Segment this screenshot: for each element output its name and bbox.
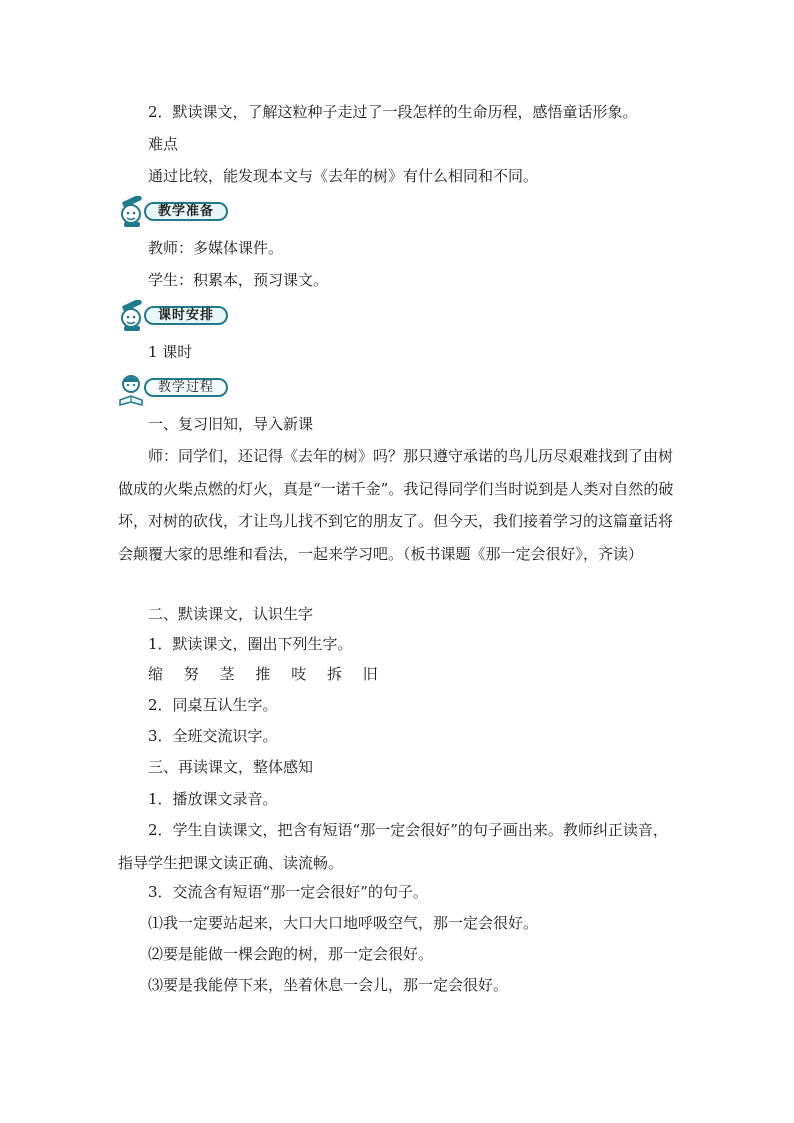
new-characters-list: [148, 658, 394, 690]
step-3-item-1: 1．播放课文录音。: [148, 790, 278, 808]
difficulty-label: 难点: [148, 135, 179, 153]
goal-2-text: 2．默读课文，了解这粒种子走过了一段怎样的生命历程，感悟童话形象。: [148, 103, 638, 121]
character-item: 拆: [326, 665, 342, 683]
step-3-item-3: 3．交流含有短语“那一定会很好”的句子。: [148, 883, 428, 901]
step-1-heading: 一、复习旧知，导入新课: [148, 415, 314, 433]
difficulty-text: 通过比较，能发现本文与《去年的树》有什么相同和不同。: [148, 167, 539, 185]
badge-label: 课时安排: [144, 306, 228, 325]
character-item: 旧: [362, 665, 378, 683]
badge-label: 教学过程: [144, 378, 228, 397]
step-2-item-1: 1．默读课文，圈出下列生字。: [148, 635, 353, 653]
section-badge-prep: [118, 196, 230, 226]
lesson-count-text: 1 课时: [148, 343, 193, 361]
character-item: 缩: [148, 665, 164, 683]
step-2-item-2: 2．同桌互认生字。: [148, 696, 278, 714]
step-3-item-2: 2．学生自读课文，把含有短语“那一定会很好”的句子画出来。教师纠正读音，指导学生把课文读正确、读流畅。: [118, 821, 668, 872]
section-badge-process: [118, 372, 230, 402]
character-item: 茎: [219, 665, 235, 683]
character-item: 吱: [291, 665, 307, 683]
intro-paragraph: 师：同学们，还记得《去年的树》吗？那只遵守承诺的鸟儿历尽艰难找到了由树做成的火柴点燃的灯火，真是“一诺千金”。我记得同学们当时说到是人类对自然的破坏，对树的砍伐，才让鸟儿找不到它的朋友了。但今天，我们接着学习的这篇童话将会颠覆大家的思维和看法，一起来学习吧。（板书课题《那一定会很好》，齐读）: [118, 447, 674, 563]
student-prep-text: 学生：积累本，预习课文。: [148, 271, 329, 289]
quote-3: ⑶要是我能停下来，坐着休息一会儿，那一定会很好。: [148, 976, 509, 994]
teacher-prep-text: 教师：多媒体课件。: [148, 239, 284, 257]
badge-label: 教学准备: [144, 202, 228, 221]
step-2-heading: 二、默读课文，认识生字: [148, 605, 314, 623]
quote-1: ⑴我一定要站起来，大口大口地呼吸空气，那一定会很好。: [148, 914, 539, 932]
step-3-heading: 三、再读课文，整体感知: [148, 758, 314, 776]
quote-2: ⑵要是能做一棵会跑的树，那一定会很好。: [148, 945, 434, 963]
character-item: 努: [183, 665, 199, 683]
character-item: 推: [255, 665, 271, 683]
step-2-item-3: 3．全班交流识字。: [148, 727, 278, 745]
section-badge-schedule: [118, 300, 230, 330]
